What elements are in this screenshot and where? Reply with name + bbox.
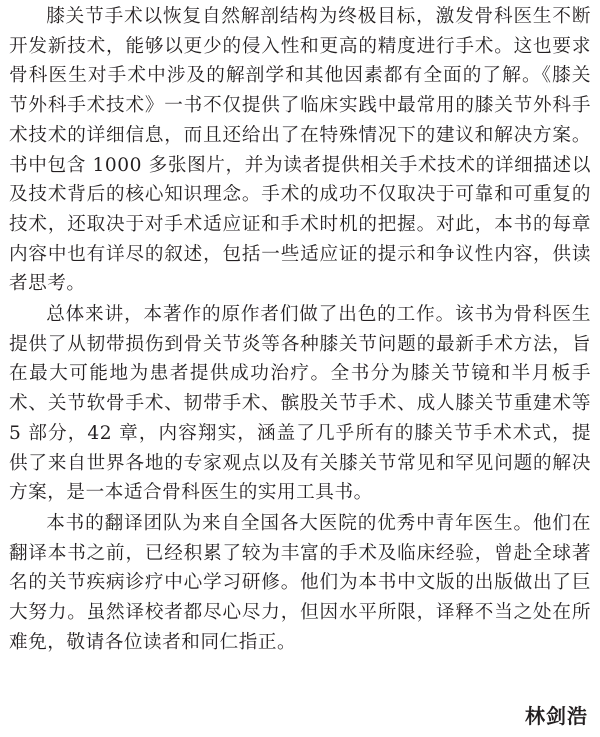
preface-paragraph-2: 总体来讲，本著作的原作者们做了出色的工作。该书为骨科医生提供了从韧带损伤到骨关节炎等各种膝关节问题的最新手术方法，旨在最大可能地为患者提供成功治疗。全书分为膝关节镜和半月板手术、关节软骨手术、韧带手术、髌股关节手术、成人膝关节重建术等 5 部分，42 章，内容翔实，涵盖了几乎所有的膝关节手术术式，提供了来自世界各地的专家观点以及有关膝关节常见和罕见问题的解决方案，是一本适合骨科医生的实用工具书。	[9, 304, 591, 504]
preface-paragraph-1: 膝关节手术以恢复自然解剖结构为终极目标，激发骨科医生不断开发新技术，能够以更少的侵入性和更高的精度进行手术。这也要求骨科医生对手术中涉及的解剖学和其他因素都有全面的了解。《膝关节外科手术技术》一书不仅提供了临床实践中最常用的膝关节外科手术技术的详细信息，而且还给出了在特殊情况下的建议和解决方案。书中包含 1000 多张图片，并为读者提供相关手术技术的详细描述以及技术背后的核心知识理念。手术的成功不仅取决于可靠和可重复的技术，还取决于对手术适应证和手术时机的把握。对此，本书的每章内容中也有详尽的叙述，包括一些适应证的提示和争议性内容，供读者思考。	[9, 6, 591, 295]
author-signature: 林剑浩	[525, 704, 588, 728]
preface-paragraph-3: 本书的翻译团队为来自全国各大医院的优秀中青年医生。他们在翻译本书之前，已经积累了较为丰富的手术及临床经验，曾赴全球著名的关节疾病诊疗中心学习研修。他们为本书中文版的出版做出了巨大努力。虽然译校者都尽心尽力，但因水平所限，译释不当之处在所难免，敬请各位读者和同仁指正。	[9, 512, 591, 653]
preface-body	[9, 0, 591, 657]
